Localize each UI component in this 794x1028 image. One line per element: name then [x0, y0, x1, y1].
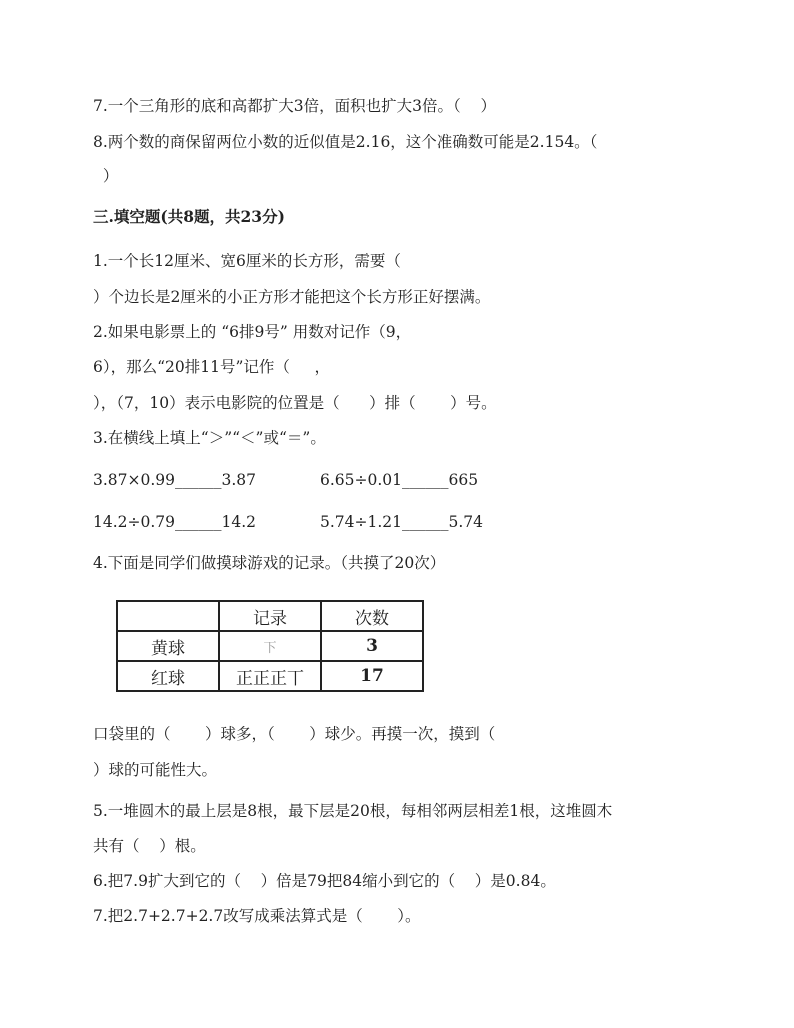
line-q1a: 1.一个长12厘米、宽6厘米的长方形，需要（ [93, 252, 401, 270]
line-q3-row1-right: 6.65÷0.01______665 [320, 471, 479, 489]
table-cell-count: 3 [321, 631, 423, 661]
table-cell-count: 17 [321, 661, 423, 691]
table-cell-label: 红球 [117, 661, 219, 691]
line-q7-judge: 7.一个三角形的底和高都扩大3倍，面积也扩大3倍。（ ） [93, 97, 496, 115]
line-q1b: ）个边长是2厘米的小正方形才能把这个长方形正好摆满。 [93, 288, 491, 306]
table-row [117, 631, 423, 661]
table-cell-tally: 下 [219, 631, 321, 661]
line-q3: 3.在横线上填上“＞”“＜”或“＝”。 [93, 429, 326, 447]
table-row [117, 661, 423, 691]
line-q3-row1-left: 3.87×0.99______3.87 [93, 471, 257, 489]
line-q4a: 口袋里的（ ）球多，（ ）球少。再摸一次，摸到（ [93, 725, 496, 743]
line-q4: 4.下面是同学们做摸球游戏的记录。（共摸了20次） [93, 554, 446, 572]
line-q2c: ），（7，10）表示电影院的位置是（ ）排（ ）号。 [93, 394, 497, 412]
table-cell-label: 黄球 [117, 631, 219, 661]
table-row [117, 601, 423, 631]
table-cell-tally: 正正正丅 [219, 661, 321, 691]
line-q8-judge: 8.两个数的商保留两位小数的近似值是2.16，这个准确数可能是2.154。（ [93, 133, 598, 151]
line-q3-row2-right: 5.74÷1.21______5.74 [320, 513, 484, 531]
table-header-count: 次数 [321, 601, 423, 631]
line-q7: 7.把2.7+2.7+2.7改写成乘法算式是（ ）。 [93, 907, 421, 925]
line-q4b: ）球的可能性大。 [93, 761, 218, 779]
line-q2b: 6），那么“20排11号”记作（ ， [93, 358, 331, 376]
line-q2a: 2.如果电影票上的 “6排9号” 用数对记作（9， [93, 323, 412, 341]
table-cell [117, 601, 219, 631]
line-q8-judge-cont: ） [93, 167, 119, 185]
line-q3-row2-left: 14.2÷0.79______14.2 [93, 513, 257, 531]
tally-table [116, 600, 424, 692]
section-title-fill-blank: 三.填空题(共8题，共23分) [93, 207, 285, 226]
line-q5b: 共有（ ）根。 [93, 837, 206, 855]
table-header-record: 记录 [219, 601, 321, 631]
line-q6: 6.把7.9扩大到它的（ ）倍是79把84缩小到它的（ ）是0.84。 [93, 872, 556, 890]
line-q5a: 5.一堆圆木的最上层是8根，最下层是20根，每相邻两层相差1根，这堆圆木 [93, 802, 613, 820]
